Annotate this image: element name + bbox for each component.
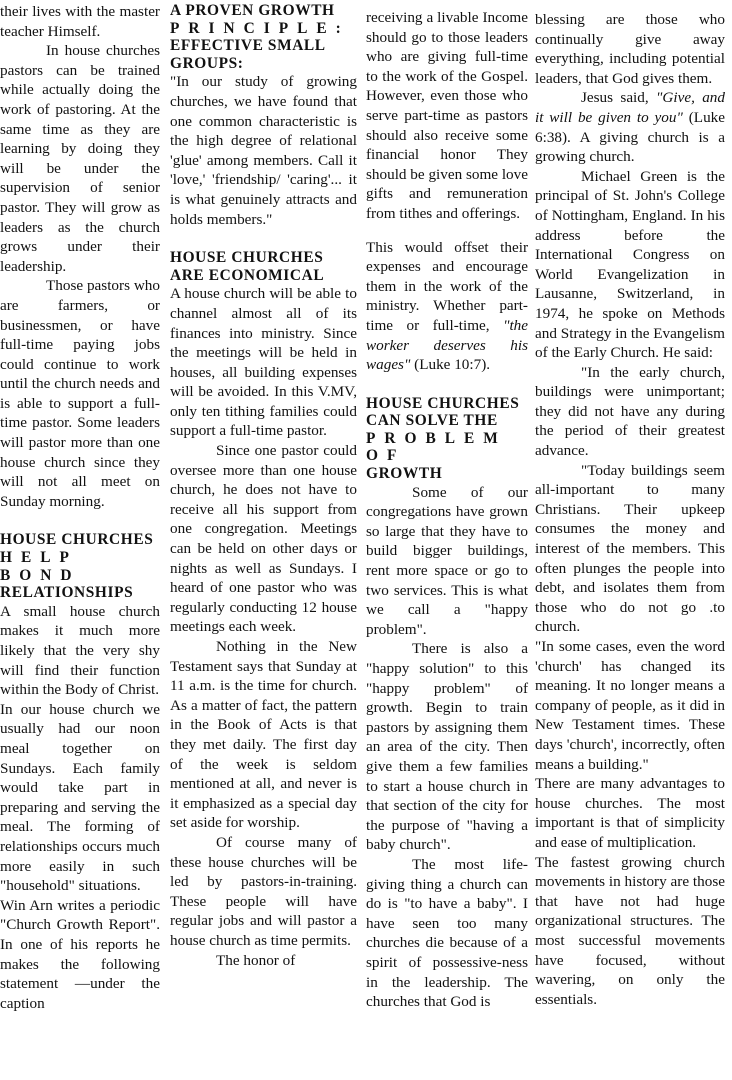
heading-line: HOUSE CHURCHES — [170, 249, 324, 267]
paragraph: Some of our congregations have grown so large that they have to build bigger buildings, rent more space or go to two services. This is what we call a "happy problem". — [366, 483, 528, 638]
section-heading — [170, 249, 357, 284]
scripture-quote: "the worker deserves his wages" — [366, 316, 528, 374]
section-heading — [170, 2, 357, 72]
heading-line: GROWTH — [366, 465, 443, 483]
scripture-quote: "Give, and it will be given to you" — [535, 89, 725, 126]
paragraph: There are many advantages to house churches. The most important is that of simplicity and ease of multiplication. — [535, 775, 725, 851]
heading-line: HELP BOND — [0, 549, 81, 584]
paragraph: "Today buildings seem all-important to many Christians. Their upkeep consumes the money and interest of the members. This often plunges the people into debt, and isolates them from those who do not go .to church. — [535, 461, 725, 636]
column-3 — [366, 8, 528, 1012]
column-1 — [0, 2, 160, 1013]
heading-line: EFFECTIVE SMALL GROUPS: — [170, 37, 325, 72]
scripture-reference: (Luke 10:7). — [414, 356, 491, 374]
section-heading — [366, 395, 528, 483]
column-2 — [170, 2, 357, 970]
heading-line: PRINCIPLE: — [170, 19, 350, 37]
heading-line: HOUSE CHURCHES — [366, 394, 520, 412]
heading-line: RELATIONSHIPS — [0, 584, 134, 602]
section-heading — [0, 531, 160, 601]
paragraph: "In the early church, buildings were unimportant; they did not have any during the period of their greatest advance. — [535, 363, 725, 460]
paragraph: In our house church we usually had our noon meal together on Sundays. Each family would take part in preparing and serving the meal. The forming of relationships occurs much more easily in such "household" situations. — [0, 700, 160, 895]
paragraph: receiving a livable Income should go to those leaders who are giving full-time to the work of the Gospel. However, even those who serve part-time as pastors should also receive some financial honor They should be given some love gifts and remuneration from tithes and offerings. — [366, 9, 528, 222]
column-4 — [535, 10, 725, 1009]
paragraph: Michael Green is the principal of St. John's College of Nottingham, England. In his address before the International Congress on World Evangelization in Lausanne, Switzerland, in 1974, he spoke on Methods and Strategy in the Evangelism of the Early Church. He said: — [535, 167, 725, 362]
paragraph — [535, 88, 725, 166]
paragraph: Of course many of these house churches will be led by pastors-in-training. These people will have regular jobs and will pastor a house church as time permits. — [170, 833, 357, 949]
heading-line: HOUSE CHURCHES — [0, 531, 154, 549]
paragraph: blessing are those who continually give away everything, including potential leaders, that God gives them. — [535, 11, 725, 87]
paragraph: Nothing in the New Testament says that Sunday at 11 a.m. is the time for church. As a matter of fact, the pattern in the Book of Acts is that they met daily. The first day of the week is seldom mentioned at all, and never is it emphasized as a special day set aside for worship. — [170, 638, 357, 832]
paragraph: There is also a "happy solution" to this "happy problem" of growth. Begin to train pastors by assigning them an area of the city. Then give them a few families to start a house church in that section of the city for the purpose of "having a baby church". — [366, 640, 528, 854]
scripture-reference: (Luke 6:38). A giving church is a growing church. — [535, 108, 725, 166]
paragraph: A small house church makes it much more likely that the very shy will find their function within the Body of Christ. — [0, 602, 160, 699]
paragraph: "In our study of growing churches, we have found that one common characteristic is the high degree of relational 'glue' among members. Call it 'love,' 'friendship/ 'caring'... it is what genuinely attracts and holds members." — [170, 73, 357, 228]
paragraph: Those pastors who are farmers, or businessmen, or have full-time paying jobs could continue to work until the church needs and is able to support a full-time pastor. Some leaders will pastor more than one house church since they will not all meet on Sunday morning. — [0, 277, 160, 510]
heading-line: ARE ECONOMICAL — [170, 266, 325, 284]
paragraph: "In some cases, even the word 'church' has changed its meaning. It no longer means a company of people, as it did in New Testament times. These days 'church', incorrectly, often means a building." — [535, 638, 725, 773]
heading-line: A PROVEN GROWTH — [170, 2, 335, 19]
paragraph: The fastest growing church movements in history are those that have not had huge organizational structures. The most successful movements have focused, without wavering, on only the essentials. — [535, 853, 725, 1008]
text-run: Jesus said, — [581, 89, 649, 107]
heading-line: PROBLEM OF — [366, 429, 507, 465]
paragraph: A house church will be able to channel almost all of its finances into ministry. Since the meetings will be held in houses, all building expenses will be avoided. In this V.MV, only ten tithing families could support a full-time pastor. — [170, 285, 357, 440]
paragraph — [366, 238, 528, 375]
paragraph: their lives with the master teacher Himself. — [0, 3, 160, 40]
paragraph: Since one pastor could oversee more than one house church, he does not have to receive all his support from one congregation. Meetings can be held on other days or nights as well as Sundays. I heard of one pastor who was regularly conducting 12 house meetings each week. — [170, 442, 357, 636]
paragraph: The honor of — [216, 951, 296, 969]
paragraph: Win Arn writes a periodic "Church Growth Report". In one of his reports he makes the following statement —under the caption — [0, 896, 160, 1012]
paragraph: In house churches pastors can be trained while actually doing the work of pastoring. At the same time as they are learning by doing they will be under the supervision of senior pastor. They will grow as leaders as the church grows under their leadership. — [0, 42, 160, 275]
text-run: This would offset their expenses and encourage them in the work of the ministry. Whether part-time or full-time, — [366, 238, 528, 334]
heading-line: CAN SOLVE THE — [366, 412, 498, 430]
paragraph: The most life-giving thing a church can do is "to have a baby". I have seen too many churches die because of a spirit of possessive-ness in the leadership. The churches that God is — [366, 855, 528, 1011]
